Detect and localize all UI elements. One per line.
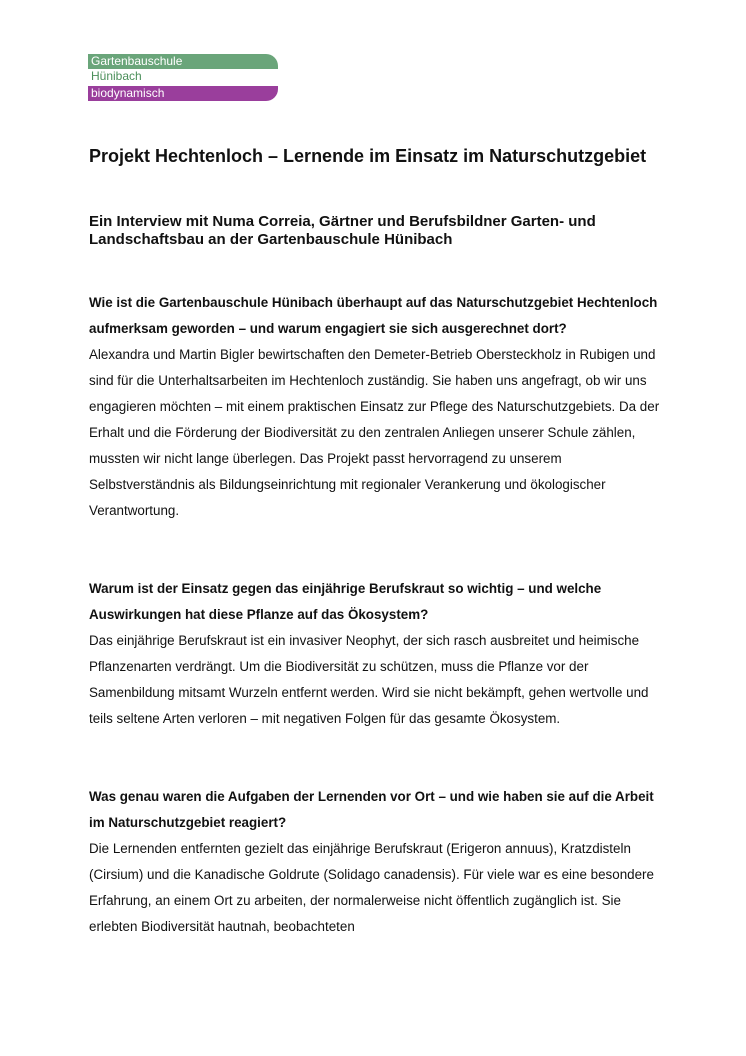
logo-line-place: Hünibach [88, 69, 278, 84]
interview-answer: Alexandra und Martin Bigler bewirtschaften den Demeter-Betrieb Obersteckholz in Rubigen und sind für die Unterhaltsarbeiten im Hechtenloch zuständig. Sie haben uns angefragt, ob wir uns engagieren möchten – mit einem praktischen Einsatz zur Pflege des Naturschutzgebiets. Da der Erhalt und die Förderung der Biodiversität zu den zentralen Anliegen unserer Schule zählen, mussten wir nicht lange überlegen. Das Projekt passt hervorragend zu unserem Selbstverständnis als Bildungseinrichtung mit regionaler Verankerung und ökologischer Verantwortung. [89, 347, 660, 518]
interview-answer: Das einjährige Berufskraut ist ein invasiver Neophyt, der sich rasch ausbreitet und heimische Pflanzenarten verdrängt. Um die Biodiversität zu schützen, muss die Pflanze vor der Samenbildung mitsamt Wurzeln entfernt werden. Wird sie nicht bekämpft, gehen wertvolle und teils seltene Arten verloren – mit negativen Folgen für das gesamte Ökosystem. [89, 633, 649, 726]
logo-line-type: biodynamisch [88, 86, 278, 101]
interview-question: Wie ist die Gartenbauschule Hünibach überhaupt auf das Naturschutzgebiet Hechtenloch aufmerksam geworden – und warum engagiert sie sich ausgerechnet dort? [89, 295, 658, 336]
interview-section-2 [89, 576, 669, 732]
document-title: Projekt Hechtenloch – Lernende im Einsatz im Naturschutzgebiet [89, 146, 647, 166]
document-subtitle: Ein Interview mit Numa Correia, Gärtner und Berufsbildner Garten- und Landschaftsbau an der Gartenbauschule Hünibach [89, 213, 596, 248]
school-logo [88, 54, 278, 102]
interview-section-1 [89, 290, 669, 524]
logo-line-school: Gartenbauschule [88, 54, 278, 69]
interview-question: Warum ist der Einsatz gegen das einjährige Berufskraut so wichtig – und welche Auswirkungen hat diese Pflanze auf das Ökosystem? [89, 581, 602, 622]
interview-section-3 [89, 784, 669, 940]
interview-answer: Die Lernenden entfernten gezielt das einjährige Berufskraut (Erigeron annuus), Kratzdisteln (Cirsium) und die Kanadische Goldrute (Solidago canadensis). Für viele war es eine besondere Erfahrung, an einem Ort zu arbeiten, der normalerweise nicht öffentlich zugänglich ist. Sie erlebten Biodiversität hautnah, beobachteten [89, 841, 654, 934]
interview-question: Was genau waren die Aufgaben der Lernenden vor Ort – und wie haben sie auf die Arbeit im Naturschutzgebiet reagiert? [89, 789, 654, 830]
